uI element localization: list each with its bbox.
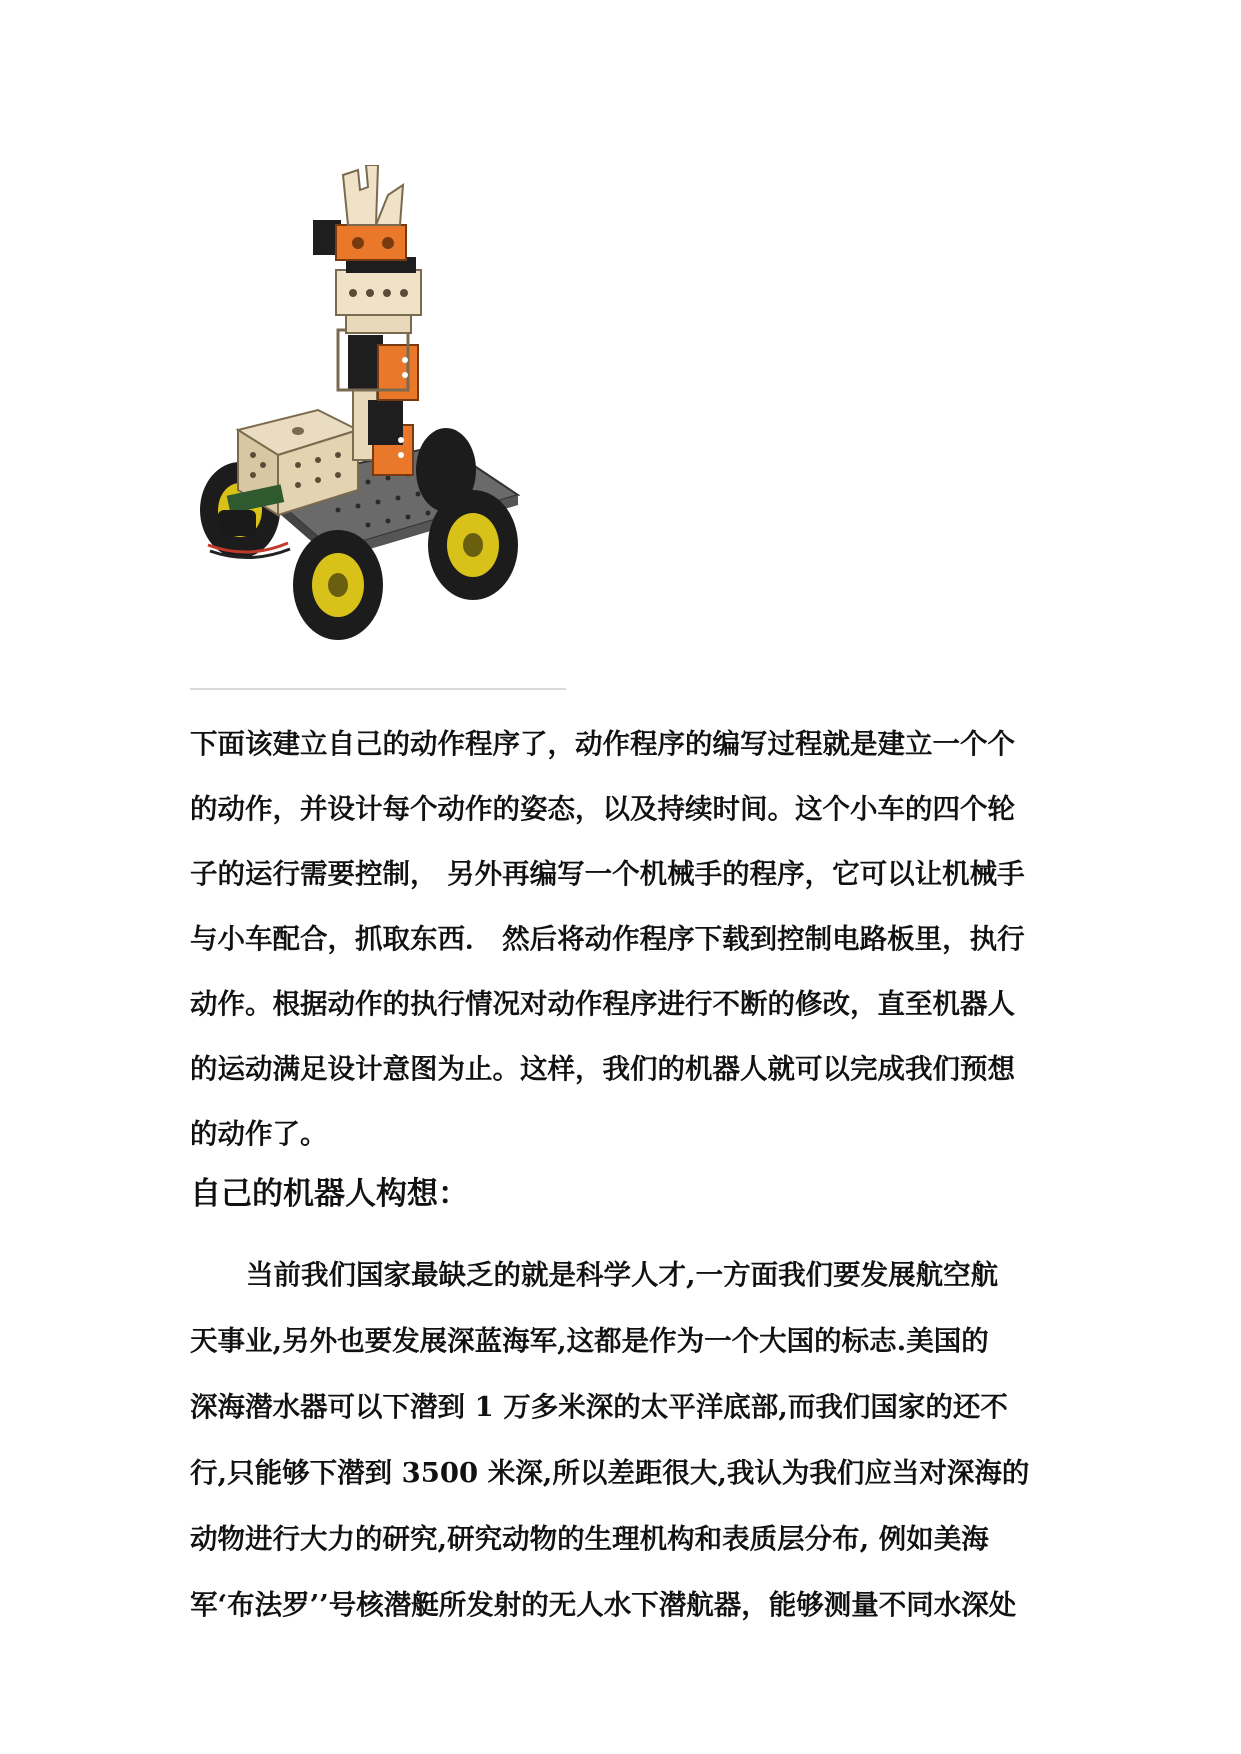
wheel-front-left [293,530,383,640]
paragraph-robot-concept [190,1242,1060,1638]
robot-car-arm-figure [188,165,568,695]
section-heading: 自己的机器人构想： [190,1176,469,1212]
paragraph-line: 动物进行大力的研究,研究动物的生理机构和表质层分布, 例如美海 [190,1523,989,1555]
paragraph-line: 军‘布法罗’’号核潜艇所发射的无人水下潜航器，能够测量不同水深处 [190,1589,1017,1621]
wheel-front-right [428,490,518,600]
paragraph-line: 的运动满足设计意图为止。这样，我们的机器人就可以完成我们预想 [190,1053,1015,1085]
paragraph-line: 行,只能够下潜到 3500 米深,所以差距很大,我认为我们应当对深海的 [190,1457,1030,1489]
paragraph-program-description [190,712,1060,1167]
paragraph-line: 的动作了。 [190,1118,328,1150]
arm-middle [338,315,418,400]
paragraph-line: 子的运行需要控制， 另外再编写一个机械手的程序，它可以让机械手 [190,858,1025,890]
figure-baseline-rule [190,688,566,690]
paragraph-line: 下面该建立自己的动作程序了，动作程序的编写过程就是建立一个个 [190,728,1015,760]
gripper [313,165,406,260]
paragraph-line: 深海潜水器可以下潜到 1 万多米深的太平洋底部,而我们国家的还不 [190,1391,1008,1423]
paragraph-line: 动作。根据动作的执行情况对动作程序进行不断的修改，直至机器人 [190,988,1015,1020]
paragraph-line: 与小车配合，抓取东西． 然后将动作程序下载到控制电路板里，执行 [190,923,1025,955]
paragraph-line: 当前我们国家最缺乏的就是科学人才,一方面我们要发展航空航 [246,1259,999,1291]
paragraph-line: 的动作，并设计每个动作的姿态，以及持续时间。这个小车的四个轮 [190,793,1015,825]
paragraph-line: 天事业,另外也要发展深蓝海军,这都是作为一个大国的标志.美国的 [190,1325,989,1357]
arm-upper [336,257,421,315]
